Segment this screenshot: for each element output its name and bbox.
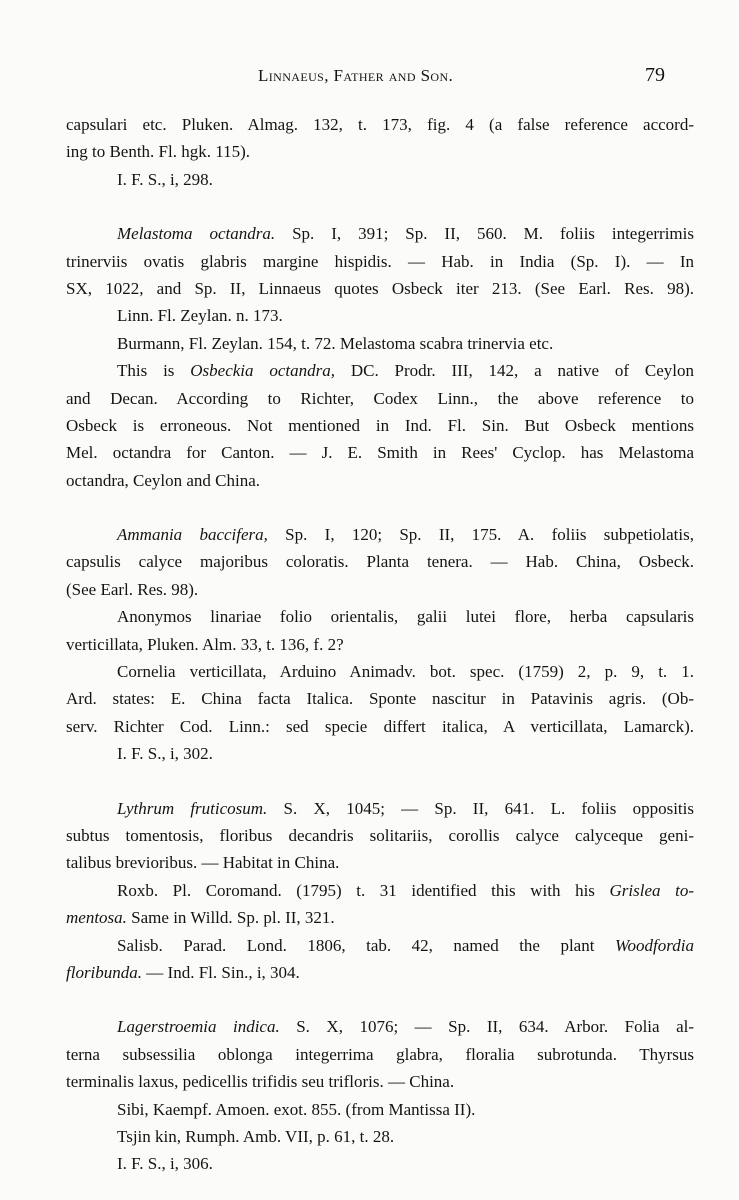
text-line: serv. Richter Cod. Linn.: sed specie differt italica, A verticillata, Lamarck).: [66, 716, 694, 736]
entry-block: [66, 111, 694, 193]
text-line: and Decan. According to Richter, Codex Linn., the above reference to: [66, 388, 694, 408]
text-line: terna subsessilia oblonga integerrima glabra, floralia subrotunda. Thyrsus: [66, 1044, 694, 1064]
entry-separator: [66, 986, 694, 1013]
text-segment: Sp. I, 120; Sp. II, 175. A. foliis subpetiolatis,: [267, 525, 694, 545]
italic-text: Grislea to-: [609, 880, 694, 900]
italic-text: Melastoma octandra.: [117, 224, 276, 244]
text-segment: Same in Willd. Sp. pl. II, 321.: [126, 908, 335, 928]
text-line: Osbeck is erroneous. Not mentioned in Ind. Fl. Sin. But Osbeck mentions: [66, 415, 694, 435]
text-line: capsulari etc. Pluken. Almag. 132, t. 173, fig. 4 (a false reference accord-: [66, 115, 694, 134]
text-line: verticillata, Pluken. Alm. 33, t. 136, f. 2?: [66, 634, 344, 654]
italic-text: Osbeckia octandra,: [190, 361, 335, 381]
text-line: octandra, Ceylon and China.: [66, 470, 261, 490]
text-line: I. F. S., i, 298.: [117, 169, 213, 189]
italic-text: Ammania baccifera,: [117, 525, 268, 545]
text-segment: Roxb. Pl. Coromand. (1795) t. 31 identified this with his: [117, 880, 610, 900]
italic-text: Woodfordia: [614, 935, 694, 955]
text-line: [66, 521, 694, 548]
text-line: trinerviis ovatis glabris margine hispidis. — Hab. in India (Sp. I). — In: [66, 251, 694, 271]
italic-text: Lagerstroemia indica.: [117, 1017, 280, 1037]
text-line: subtus tomentosis, floribus decandris solitariis, corollis calyce calyceque geni-: [66, 825, 694, 845]
entry-separator: [66, 768, 694, 795]
entry-block: [66, 795, 694, 987]
entry-block: [66, 521, 694, 768]
text-line: capsulis calyce majoribus coloratis. Planta tenera. — Hab. China, Osbeck.: [66, 552, 694, 572]
text-line: I. F. S., i, 302.: [117, 744, 213, 764]
text-line: [66, 220, 694, 247]
text-line: Ard. states: E. China facta Italica. Sponte nascitur in Patavinis agris. (Ob-: [66, 689, 694, 709]
italic-text: floribunda.: [66, 962, 143, 982]
text-line: [66, 795, 694, 822]
italic-text: Lythrum fruticosum.: [117, 798, 268, 818]
text-line: SX, 1022, and Sp. II, Linnaeus quotes Osbeck iter 213. (See Earl. Res. 98).: [66, 278, 694, 298]
text-segment: S. X, 1076; — Sp. II, 634. Arbor. Folia al-: [279, 1017, 694, 1037]
text-line: [66, 932, 694, 959]
text-line: ing to Benth. Fl. hgk. 115).: [66, 142, 251, 162]
text-line: I. F. S., i, 306.: [117, 1154, 213, 1174]
text-line: [66, 357, 694, 384]
entry-block: [66, 1013, 694, 1177]
page-number: 79: [645, 64, 665, 86]
text-line: Burmann, Fl. Zeylan. 154, t. 72. Melastoma scabra trinervia etc.: [117, 333, 554, 353]
body-text: [66, 111, 694, 1178]
text-line: [66, 1013, 694, 1040]
page-header: [0, 66, 739, 92]
text-segment: Sp. I, 391; Sp. II, 560. M. foliis integerrimis: [275, 224, 694, 244]
text-line: Sibi, Kaempf. Amoen. exot. 855. (from Mantissa II).: [117, 1099, 476, 1119]
text-line: terminalis laxus, pedicellis trifidis seu trifloris. — China.: [66, 1072, 455, 1092]
text-segment: — Ind. Fl. Sin., i, 304.: [142, 962, 300, 982]
text-line: [66, 959, 694, 986]
entry-block: [66, 220, 694, 494]
text-segment: This is: [117, 361, 191, 381]
italic-text: mentosa.: [66, 908, 127, 928]
text-line: [66, 904, 694, 931]
text-segment: Salisb. Parad. Lond. 1806, tab. 42, named the plant: [117, 935, 615, 955]
text-line: Tsjin kin, Rumph. Amb. VII, p. 61, t. 28.: [117, 1126, 395, 1146]
text-line: [66, 877, 694, 904]
text-line: Anonymos linariae folio orientalis, galii lutei flore, herba capsularis: [117, 607, 694, 627]
text-line: Cornelia verticillata, Arduino Animadv. bot. spec. (1759) 2, p. 9, t. 1.: [117, 662, 694, 682]
text-line: talibus brevioribus. — Habitat in China.: [66, 853, 340, 873]
text-segment: DC. Prodr. III, 142, a native of Ceylon: [334, 361, 694, 381]
text-line: (See Earl. Res. 98).: [66, 579, 199, 599]
running-head: Linnaeus, Father and Son.: [258, 66, 454, 85]
entry-separator: [66, 193, 694, 220]
entry-separator: [66, 494, 694, 521]
text-line: Linn. Fl. Zeylan. n. 173.: [117, 306, 283, 326]
text-segment: S. X, 1045; — Sp. II, 641. L. foliis oppositis: [267, 798, 694, 818]
text-line: Mel. octandra for Canton. — J. E. Smith in Rees' Cyclop. has Melastoma: [66, 443, 694, 463]
